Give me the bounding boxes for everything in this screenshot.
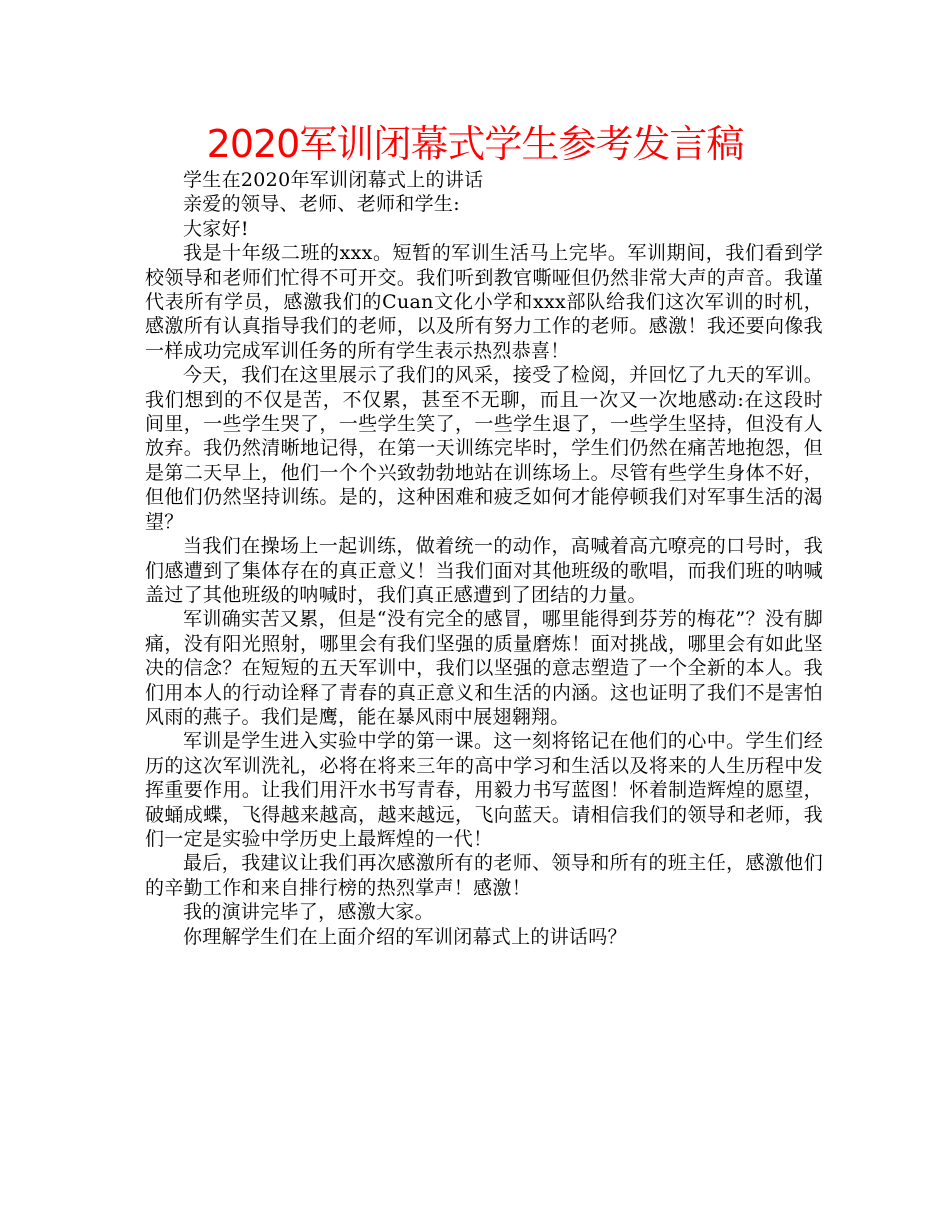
closing-question: 你理解学生们在上面介绍的军训闭幕式上的讲话吗？: [183, 925, 627, 948]
speech-heading: 学生在2020年军训闭幕式上的讲话: [183, 169, 484, 191]
salutation: 亲爱的领导、老师、老师和学生:: [183, 193, 460, 216]
body-paragraph: 军训是学生进入实验中学的第一课。这一刻将铭记在他们的心中。学生们经历的这次军训洗礼，必将在将来三年的高中学习和生活以及将来的人生历程中发挥重要作用。让我们用汗水书写青春，用毅力书写蓝图！怀着制造辉煌的愿望，破蛹成蝶，飞得越来越高，越来越远，飞向蓝天。请相信我们的领导和老师，我们一定是实验中学历史上最辉煌的一代！: [145, 730, 823, 850]
document-body: [145, 168, 823, 949]
greeting: 大家好!: [183, 217, 249, 240]
body-paragraph: 今天，我们在这里展示了我们的风采，接受了检阅，并回忆了九天的军训。我们想到的不仅是苦，不仅累，甚至不无聊，而且一次又一次地感动:在这段时间里，一些学生哭了，一些学生笑了，一些学生退了，一些学生坚持，但没有人放弃。我仍然清晰地记得，在第一天训练完毕时，学生们仍然在痛苦地抱怨，但是第二天早上，他们一个个兴致勃勃地站在训练场上。尽管有些学生身体不好，但他们仍然坚持训练。是的，这种困难和疲乏如何才能停顿我们对军事生活的渴望？: [145, 364, 823, 533]
body-paragraph: 军训确实苦又累，但是“没有完全的感冒，哪里能得到芬芳的梅花”？没有脚痛，没有阳光照射，哪里会有我们坚强的质量磨炼！面对挑战，哪里会有如此坚决的信念？在短短的五天军训中，我们以坚强的意志塑造了一个全新的本人。我们用本人的行动诠释了青春的真正意义和生活的内涵。这也证明了我们不是害怕风雨的燕子。我们是鹰，能在暴风雨中展翅翱翔。: [145, 608, 823, 728]
body-paragraph: 当我们在操场上一起训练，做着统一的动作，高喊着高亢嘹亮的口号时，我们感遭到了集体存在的真正意义！当我们面对其他班级的歌唱，而我们班的呐喊盖过了其他班级的呐喊时，我们真正感遭到了团结的力量。: [145, 535, 823, 606]
body-paragraph: 我是十年级二班的xxx。短暂的军训生活马上完毕。军训期间，我们看到学校领导和老师们忙得不可开交。我们听到教官嘶哑但仍然非常大声的声音。我谨代表所有学员，感激我们的Cuan文化小学和xxx部队给我们这次军训的时机，感激所有认真指导我们的老师，以及所有努力工作的老师。感激！我还要向像我一样成功完成军训任务的所有学生表示热烈恭喜！: [145, 242, 823, 362]
body-paragraph: 最后，我建议让我们再次感激所有的老师、领导和所有的班主任，感激他们的辛勤工作和来自排行榜的热烈掌声！感激！: [145, 852, 823, 899]
document-title: 2020军训闭幕式学生参考发言稿: [206, 122, 744, 166]
closing-line: 我的演讲完毕了，感激大家。: [183, 901, 434, 924]
